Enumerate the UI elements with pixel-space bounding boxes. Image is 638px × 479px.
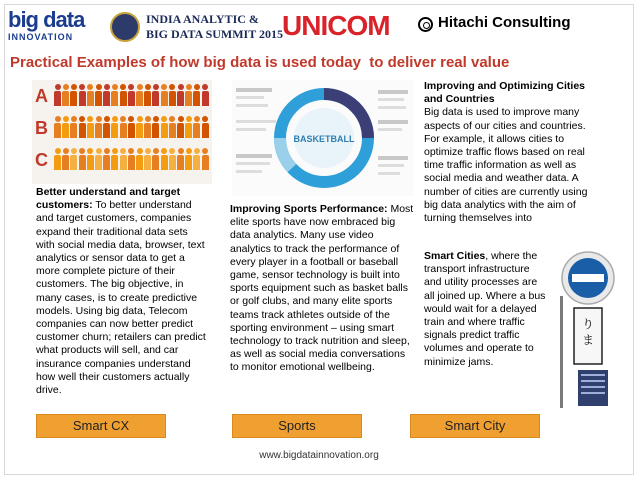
big-data-innovation-logo <box>8 7 98 44</box>
person-icon <box>161 84 168 106</box>
person-icon <box>161 116 168 138</box>
person-icon <box>144 116 151 138</box>
smart-city-heading: Improving and Optimizing Cities and Countries <box>424 80 586 106</box>
customer-segments-image <box>32 80 212 184</box>
sports-dashboard-graphic <box>232 80 414 196</box>
person-icon <box>95 148 102 170</box>
letter-c: C <box>35 150 48 170</box>
person-icon <box>103 84 110 106</box>
smart-city-description <box>424 80 588 225</box>
smart-cities-body: , where the transport infrastructure and utility processes are all joined up. Where a bus would wait for a delayed train and where traffic signals predict traffic volumes and operate to minimize jams. <box>424 250 546 368</box>
person-icon <box>202 84 209 106</box>
slide-title: Practical Examples of how big data is used today to deliver real value <box>10 54 510 71</box>
person-icon <box>185 116 192 138</box>
summit-logo-text <box>146 12 283 42</box>
smart-cx-heading: Better understand and target customers: <box>36 186 181 212</box>
sports-button[interactable]: Sports <box>232 414 362 438</box>
unicom-logo: UNICOM <box>282 10 390 41</box>
smart-city-body: Big data is used to improve many aspects of our cities and countries. For example, it allows cities to optimize traffic flows based on real time traffic information as well as social media and weather data. A number of cities are currently using big data analytics with the aim of turning themselves into <box>424 106 588 225</box>
person-icon <box>120 148 127 170</box>
person-icon <box>169 116 176 138</box>
letter-b: B <box>35 118 48 138</box>
smart-cx-button[interactable]: Smart CX <box>36 414 166 438</box>
basketball-label: BASKETBALL <box>293 134 355 144</box>
person-icon <box>54 84 61 106</box>
person-icon <box>79 148 86 170</box>
summit-badge-icon <box>110 12 140 42</box>
person-icon <box>87 84 94 106</box>
sports-description <box>230 203 416 375</box>
person-icon <box>177 116 184 138</box>
person-icon <box>136 84 143 106</box>
person-icon <box>62 116 69 138</box>
smart-cx-description <box>36 186 208 397</box>
person-icon <box>62 84 69 106</box>
person-icon <box>152 116 159 138</box>
person-icon <box>111 84 118 106</box>
person-icon <box>185 84 192 106</box>
person-icon <box>95 116 102 138</box>
sports-analytics-image <box>232 80 414 196</box>
person-icon <box>193 84 200 106</box>
person-icon <box>136 148 143 170</box>
summit-line1: INDIA ANALYTIC & <box>146 12 259 26</box>
person-icon <box>87 116 94 138</box>
person-icon <box>120 116 127 138</box>
person-icon <box>128 84 135 106</box>
person-icon <box>144 84 151 106</box>
sports-heading: Improving Sports Performance: <box>230 203 388 215</box>
person-icon <box>70 116 77 138</box>
person-icon <box>152 148 159 170</box>
person-icon <box>193 116 200 138</box>
sign-japanese-text: りま <box>581 317 595 347</box>
person-icon <box>62 148 69 170</box>
traffic-sign-image <box>548 248 630 408</box>
person-icon <box>177 148 184 170</box>
person-icon <box>169 148 176 170</box>
person-icon <box>136 116 143 138</box>
sports-body: Most elite sports have now embraced big data analytics. Many use video analytics to track the performance of every player in a football or baseball game, sensor technology is built into sports equipment such as basket balls or golf clubs, and many elite sports teams track athletes outside of the sporting environment – using smart technology to track nutrition and sleep, as well as social media conversations to monitor emotional wellbeing. <box>230 203 414 374</box>
person-icon <box>152 84 159 106</box>
person-icon <box>161 148 168 170</box>
person-icon <box>202 116 209 138</box>
logo-bigdata-text: big data <box>8 7 85 32</box>
smart-cities-description <box>424 250 546 369</box>
person-icon <box>128 116 135 138</box>
person-icon <box>202 148 209 170</box>
person-icon <box>95 84 102 106</box>
smart-cx-body: To better understand and target customers, companies expand their traditional data sets with social media data, browser, text analytics or sensor data to get a more complete picture of their customers. The big objective, in many cases, is to create predictive models. Using big data, Telecom companies can now better predict customer churn; retailers can predict what products will sell, and car insurance companies understand how well their customers actually drive. <box>36 199 206 397</box>
person-icon <box>54 148 61 170</box>
traffic-sign-graphic <box>548 248 630 408</box>
person-icon <box>70 84 77 106</box>
smart-cities-heading: Smart Cities <box>424 250 486 262</box>
smart-city-button[interactable]: Smart City <box>410 414 540 438</box>
person-icon <box>120 84 127 106</box>
person-icon <box>111 148 118 170</box>
person-icon <box>111 116 118 138</box>
person-icon <box>169 84 176 106</box>
person-icon <box>79 84 86 106</box>
person-icon <box>177 84 184 106</box>
person-icon <box>87 148 94 170</box>
footer-url[interactable]: www.bigdatainnovation.org <box>259 450 379 461</box>
person-icon <box>144 148 151 170</box>
person-icon <box>128 148 135 170</box>
person-icon <box>103 148 110 170</box>
person-icon <box>54 116 61 138</box>
person-icon <box>79 116 86 138</box>
hitachi-emblem-icon <box>418 17 433 32</box>
logo-innovation-text: INNOVATION <box>8 32 74 42</box>
person-icon <box>70 148 77 170</box>
hitachi-consulting-logo: Hitachi Consulting <box>438 14 571 31</box>
person-icon <box>103 116 110 138</box>
summit-line2: BIG DATA SUMMIT 2015 <box>146 27 284 41</box>
person-icon <box>193 148 200 170</box>
person-icon <box>185 148 192 170</box>
letter-a: A <box>35 86 48 106</box>
